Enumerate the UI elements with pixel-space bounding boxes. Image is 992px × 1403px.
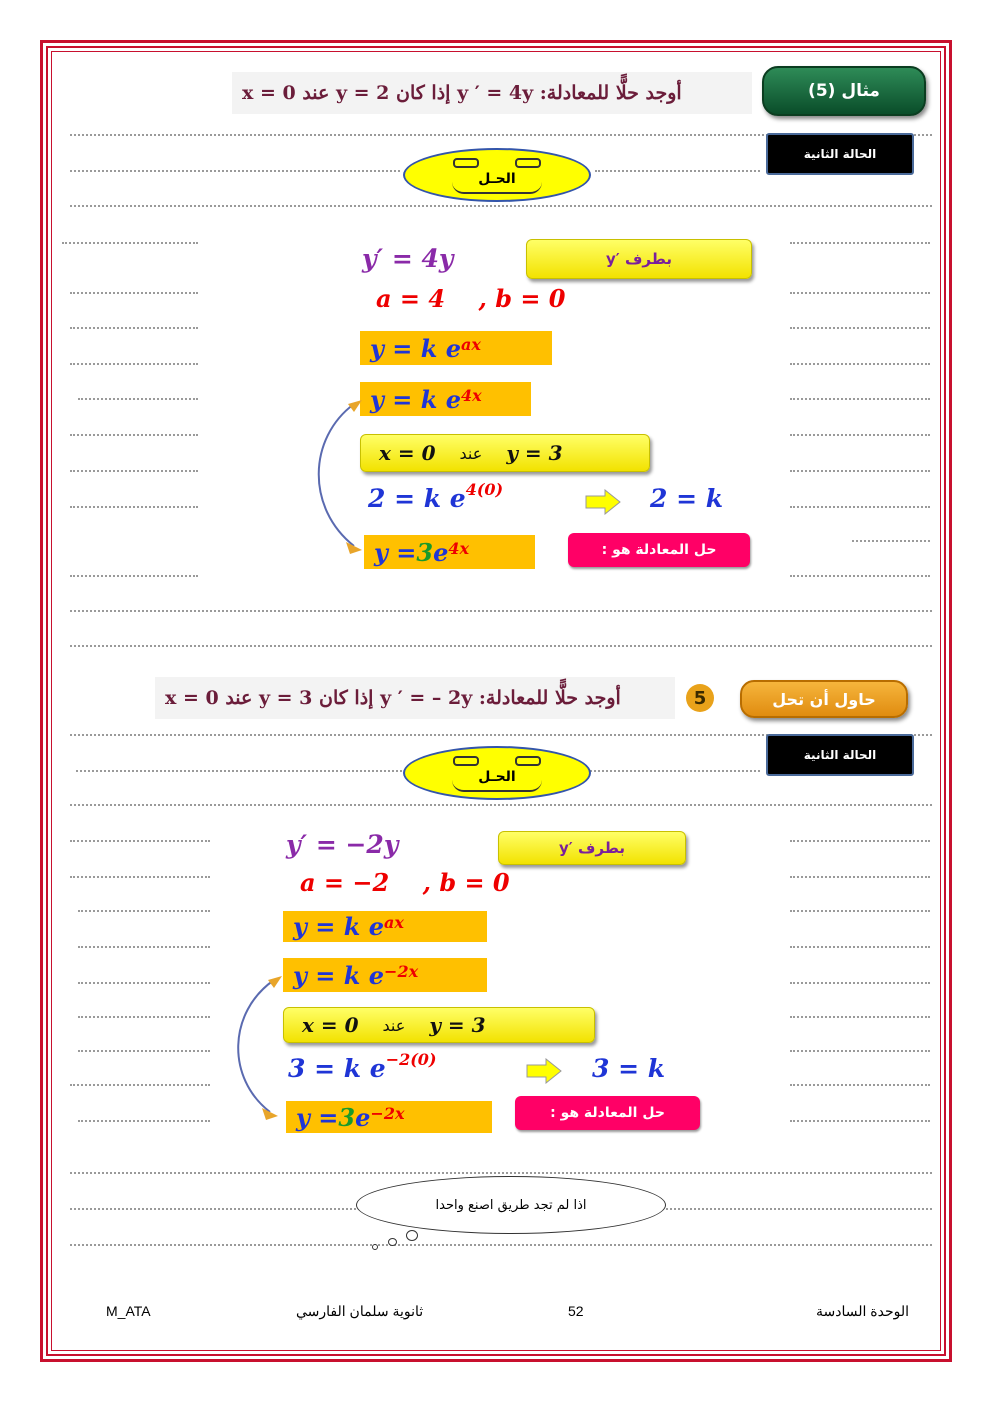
- try-final-constant: 3: [338, 1102, 356, 1132]
- smiley-eye-icon: [515, 756, 541, 766]
- ruled-line: [790, 434, 930, 436]
- try-number: 5: [686, 684, 714, 712]
- ruled-line: [790, 363, 930, 365]
- example-badge: مثال (5): [762, 66, 926, 116]
- ruled-line: [70, 434, 198, 436]
- try-badge: حاول أن تحل: [740, 680, 908, 718]
- substitution-exponent: 4(0): [465, 479, 504, 499]
- try-condition-word: عند: [382, 1015, 406, 1035]
- ruled-line: [790, 292, 930, 294]
- curved-arrow-icon: [306, 398, 366, 558]
- ruled-line: [790, 327, 930, 329]
- try-solution-label: الحـل: [478, 769, 516, 785]
- footer-school: ثانوية سلمان الفارسي: [296, 1303, 424, 1319]
- try-statement: أوجد حلًّا للمعادلة: y ′ = – 2y إذا كان y = 3 عند x = 0: [155, 677, 675, 719]
- general-exponent: ax: [461, 334, 481, 354]
- try-specific-solution-box: [283, 958, 487, 992]
- specific-solution: y = k e: [370, 384, 462, 414]
- ruled-line: [62, 242, 198, 244]
- try-condition-box: [283, 1007, 595, 1043]
- ruled-line: [70, 575, 198, 577]
- general-solution: y = k e: [370, 333, 462, 363]
- ruled-line: [790, 1016, 930, 1018]
- ruled-line: [790, 876, 930, 878]
- ruled-line: [790, 1084, 930, 1086]
- ruled-line: [790, 470, 930, 472]
- ruled-line: [70, 470, 198, 472]
- try-general-exponent: ax: [384, 913, 404, 932]
- ruled-line: [78, 1016, 210, 1018]
- substitution-left: 2 = k e: [368, 484, 466, 513]
- ruled-line: [70, 840, 210, 842]
- ruled-line: [70, 506, 198, 508]
- ruled-line: [78, 398, 198, 400]
- condition-box: [360, 434, 650, 472]
- equation-given: y′ = 4y: [362, 244, 454, 273]
- try-final-y: y =: [296, 1102, 339, 1132]
- condition-y: y = 3: [506, 441, 563, 465]
- ruled-line: [70, 804, 932, 806]
- final-exponent: 4x: [448, 538, 470, 558]
- thought-cloud: [356, 1176, 666, 1234]
- example-statement: أوجد حلًّا للمعادلة: y ′ = 4y إذا كان y = 2 عند x = 0: [232, 72, 752, 114]
- final-y: y =: [374, 537, 417, 567]
- ruled-line: [70, 876, 210, 878]
- ruled-line: [790, 910, 930, 912]
- try-condition-x: x = 0: [302, 1013, 359, 1037]
- general-solution-box: [360, 331, 552, 365]
- specific-exponent: 4x: [461, 385, 482, 405]
- try-general-solution-box: [283, 911, 487, 942]
- ruled-line: [852, 540, 930, 542]
- footer-unit: الوحدة السادسة: [816, 1303, 909, 1319]
- try-final-solution-box: [286, 1101, 492, 1133]
- smiley-eye-icon: [515, 158, 541, 168]
- ruled-line: [790, 398, 930, 400]
- ruled-line: [70, 1084, 210, 1086]
- ruled-line: [790, 1120, 930, 1122]
- ruled-line: [78, 982, 210, 984]
- final-e: e: [433, 537, 449, 567]
- curved-arrow-icon: [226, 974, 286, 1124]
- try-specific-solution: y = k e: [293, 960, 385, 990]
- solution-oval: [403, 148, 591, 202]
- ruled-line: [790, 1050, 930, 1052]
- ruled-line: [790, 840, 930, 842]
- thought-bubble-icon: [406, 1230, 418, 1241]
- ruled-line: [70, 292, 198, 294]
- try-condition-y: y = 3: [429, 1013, 486, 1037]
- try-general-solution: y = k e: [293, 912, 385, 941]
- ruled-line: [790, 946, 930, 948]
- ruled-line: [70, 170, 400, 172]
- try-case-label: الحالة الثانية: [766, 734, 914, 776]
- ruled-line: [70, 327, 198, 329]
- try-final-exponent: −2x: [370, 1103, 405, 1123]
- condition-word: عند: [459, 443, 483, 463]
- try-side-note-box: [498, 831, 686, 865]
- ruled-line: [78, 1050, 210, 1052]
- footer-author: M_ATA: [106, 1303, 151, 1319]
- ruled-line: [70, 363, 198, 365]
- smiley-eye-icon: [453, 158, 479, 168]
- side-note-text: y′ بطرف: [606, 250, 672, 268]
- substitution-result: 2 = k: [650, 484, 724, 513]
- final-solution-box: [364, 535, 535, 569]
- ruled-line: [790, 575, 930, 577]
- case-label: الحالة الثانية: [766, 133, 914, 175]
- ruled-line: [790, 506, 930, 508]
- ruled-line: [76, 770, 406, 772]
- thought-bubble-icon: [372, 1244, 378, 1250]
- substitution: [368, 479, 504, 513]
- specific-solution-box: [360, 382, 531, 416]
- ruled-line: [590, 770, 760, 772]
- try-specific-exponent: −2x: [384, 961, 419, 981]
- try-equation-given: y′ = −2y: [286, 830, 399, 859]
- try-substitution-result: 3 = k: [592, 1054, 666, 1083]
- final-constant: 3: [416, 537, 434, 567]
- solution-label: الحـل: [478, 171, 516, 187]
- ruled-line: [70, 1172, 932, 1174]
- try-solution-oval: [403, 746, 591, 800]
- ruled-line: [78, 1120, 210, 1122]
- ruled-line: [70, 610, 932, 612]
- ruled-line: [595, 170, 760, 172]
- side-note-box: [526, 239, 752, 279]
- answer-label: حل المعادلة هو :: [568, 533, 750, 567]
- thought-cloud-text: اذا لم تجد طريق اصنع واحدا: [435, 1197, 587, 1213]
- condition-x: x = 0: [379, 441, 436, 465]
- try-answer-label: حل المعادلة هو :: [515, 1096, 700, 1130]
- footer-page-number: 52: [568, 1303, 584, 1319]
- try-side-note-text: y′ بطرف: [559, 839, 625, 857]
- ruled-line: [78, 910, 210, 912]
- right-arrow-icon: [526, 1058, 562, 1084]
- right-arrow-icon: [585, 489, 621, 515]
- smiley-eye-icon: [453, 756, 479, 766]
- try-substitution-left: 3 = k e: [288, 1054, 386, 1083]
- ruled-line: [70, 1244, 932, 1246]
- ruled-line: [78, 946, 210, 948]
- ruled-line: [70, 645, 932, 647]
- try-substitution: [288, 1049, 437, 1083]
- coefficients: a = 4 , b = 0: [376, 284, 566, 313]
- ruled-line: [790, 982, 930, 984]
- try-final-e: e: [355, 1102, 371, 1132]
- try-substitution-exponent: −2(0): [385, 1049, 437, 1069]
- thought-bubble-icon: [388, 1238, 397, 1246]
- ruled-line: [70, 205, 932, 207]
- ruled-line: [790, 242, 930, 244]
- try-coefficients: a = −2 , b = 0: [300, 868, 510, 897]
